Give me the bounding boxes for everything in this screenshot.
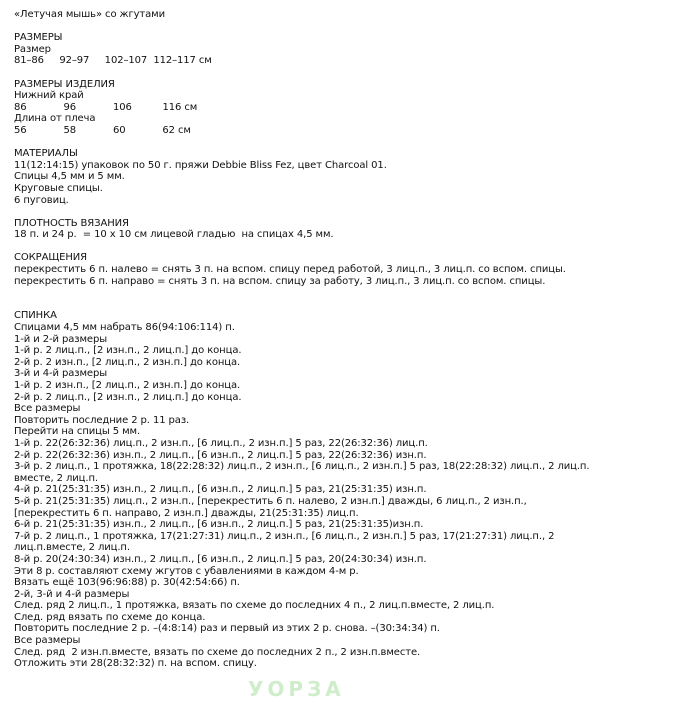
instruction-line: 2-й, 3-й и 4-й размеры bbox=[14, 588, 130, 600]
spacer bbox=[14, 67, 690, 79]
instruction-line: 1-й р. 2 изн.п., [2 лиц.п., 2 изн.п.] до конца. bbox=[14, 380, 241, 391]
spacer bbox=[14, 21, 690, 33]
instruction-line: Повторить последние 2 р. 11 раз. bbox=[14, 414, 190, 426]
length-label: Длина от плеча bbox=[14, 113, 96, 125]
spacer bbox=[14, 241, 690, 253]
instruction-line: 5-й р. 21(25:31:35) лиц.п., 2 изн.п., [перекрестить 6 п. налево, 2 изн.п.] дважды, 6 лиц.п., 2 изн.п., bbox=[14, 495, 527, 507]
instruction-line: вместе, 2 лиц.п. bbox=[14, 472, 98, 484]
back-heading: СПИНКА bbox=[14, 310, 57, 322]
instruction-line: Отложить эти 28(28:32:32) п. на вспом. спицу. bbox=[14, 658, 257, 670]
length-values: 56 58 60 62 см bbox=[14, 124, 191, 136]
abbreviations-heading: СОКРАЩЕНИЯ bbox=[14, 252, 88, 264]
spacer bbox=[14, 287, 690, 299]
instruction-line: [перекрестить 6 п. направо, 2 изн.п.] дважды, 21(25:31:35) лиц.п. bbox=[14, 507, 359, 519]
materials-line: Спицы 4,5 мм и 5 мм. bbox=[14, 171, 125, 183]
instruction-line: Перейти на спицы 5 мм. bbox=[14, 426, 141, 438]
instruction-line: След. ряд вязать по схеме до конца. bbox=[14, 611, 206, 623]
pattern-document bbox=[14, 9, 690, 670]
instruction-line: Вязать ещё 103(96:96:88) р. 30(42:54:66) п. bbox=[14, 577, 240, 589]
instruction-line: лиц.п.вместе, 2 лиц.п. bbox=[14, 542, 130, 554]
instruction-line: 6-й р. 21(25:31:35) изн.п., 2 лиц.п., [6 изн.п., 2 лиц.п.] 5 раз, 21(25:31:35)изн.п. bbox=[14, 519, 424, 531]
instruction-line: Все размеры bbox=[14, 635, 81, 647]
instruction-line: 1-й и 2-й размеры bbox=[14, 333, 108, 345]
instruction-line: 3-й и 4-й размеры bbox=[14, 368, 108, 380]
watermark: УОРЗА bbox=[248, 677, 345, 701]
sizes-label: Размер bbox=[14, 43, 51, 55]
instruction-line: След. ряд 2 изн.п.вместе, вязать по схеме до последних 2 п., 2 изн.п.вместе. bbox=[14, 646, 421, 658]
instruction-line: Спицами 4,5 мм набрать 86(94:106:114) п. bbox=[14, 322, 235, 334]
sizes-heading: РАЗМЕРЫ bbox=[14, 32, 63, 44]
instruction-line: 2-й р. 2 изн.п., [2 лиц.п., 2 изн.п.] до конца. bbox=[14, 356, 241, 368]
instruction-line: Эти 8 р. составляют схему жгутов с убавлениями в каждом 4-м р. bbox=[14, 565, 359, 577]
instruction-line: 2-й р. 22(26:32:36) изн.п., 2 лиц.п., [6 изн.п., 2 лиц.п.] 5 раз, 22(26:32:36) изн.п. bbox=[14, 449, 427, 461]
abbreviation-line: перекрестить 6 п. налево = снять 3 п. на вспом. спицу перед работой, 3 лиц.п., 3 лиц.п. со вспом. спицы. bbox=[14, 264, 566, 276]
instruction-line: Повторить последние 2 р. –(4:8:14) раз и первый из этих 2 р. снова. –(30:34:34) п. bbox=[14, 623, 440, 635]
instruction-line: 1-й р. 22(26:32:36) лиц.п., 2 изн.п., [6 лиц.п., 2 изн.п.] 5 раз, 22(26:32:36) лиц.п. bbox=[14, 437, 428, 449]
document-title: «Летучая мышь» со жгутами bbox=[14, 9, 166, 20]
spacer bbox=[14, 299, 690, 311]
materials-line: 11(12:14:15) упаковок по 50 г. пряжи Debbie Bliss Fez, цвет Charcoal 01. bbox=[14, 159, 387, 171]
instruction-line: След. ряд 2 лиц.п., 1 протяжка, вязать по схеме до последних 4 п., 2 лиц.п.вместе, 2 лиц.п. bbox=[14, 600, 495, 612]
abbreviation-line: перекрестить 6 п. направо = снять 3 п. на вспом. спицу за работу, 3 лиц.п., 3 лиц.п. со вспом. спицы. bbox=[14, 275, 546, 287]
gauge-heading: ПЛОТНОСТЬ ВЯЗАНИЯ bbox=[14, 217, 129, 229]
materials-line: Круговые спицы. bbox=[14, 182, 103, 194]
bottom-edge-label: Нижний край bbox=[14, 90, 84, 102]
materials-heading: МАТЕРИАЛЫ bbox=[14, 148, 78, 160]
sizes-values: 81–86 92–97 102–107 112–117 см bbox=[14, 55, 212, 67]
back-instructions bbox=[14, 322, 690, 670]
materials-line: 6 пуговиц. bbox=[14, 194, 69, 206]
spacer bbox=[14, 137, 690, 149]
instruction-line: 8-й р. 20(24:30:34) изн.п., 2 лиц.п., [6 изн.п., 2 лиц.п.] 5 раз, 20(24:30:34) изн.п. bbox=[14, 553, 427, 565]
gauge-text: 18 п. и 24 р. = 10 х 10 см лицевой гладью на спицах 4,5 мм. bbox=[14, 229, 334, 241]
instruction-line: 2-й р. 2 лиц.п., [2 изн.п., 2 лиц.п.] до конца. bbox=[14, 391, 242, 403]
instruction-line: 3-й р. 2 лиц.п., 1 протяжка, 18(22:28:32) лиц.п., 2 изн.п., [6 лиц.п., 2 изн.п.] 5 раз, 18(22:28:32) лиц.п., 2 лиц.п. bbox=[14, 461, 590, 473]
instruction-line: Все размеры bbox=[14, 403, 81, 415]
instruction-line: 4-й р. 21(25:31:35) изн.п., 2 лиц.п., [6 изн.п., 2 лиц.п.] 5 раз, 21(25:31:35) изн.п. bbox=[14, 484, 427, 496]
instruction-line: 1-й р. 2 лиц.п., [2 изн.п., 2 лиц.п.] до конца. bbox=[14, 345, 242, 357]
item-sizes-heading: РАЗМЕРЫ ИЗДЕЛИЯ bbox=[14, 78, 115, 90]
bottom-edge-values: 86 96 106 116 см bbox=[14, 101, 198, 113]
instruction-line: 7-й р. 2 лиц.п., 1 протяжка, 17(21:27:31) лиц.п., 2 изн.п., [6 лиц.п., 2 изн.п.] 5 раз, 17(21:27:31) лиц.п., 2 bbox=[14, 530, 555, 542]
spacer bbox=[14, 206, 690, 218]
